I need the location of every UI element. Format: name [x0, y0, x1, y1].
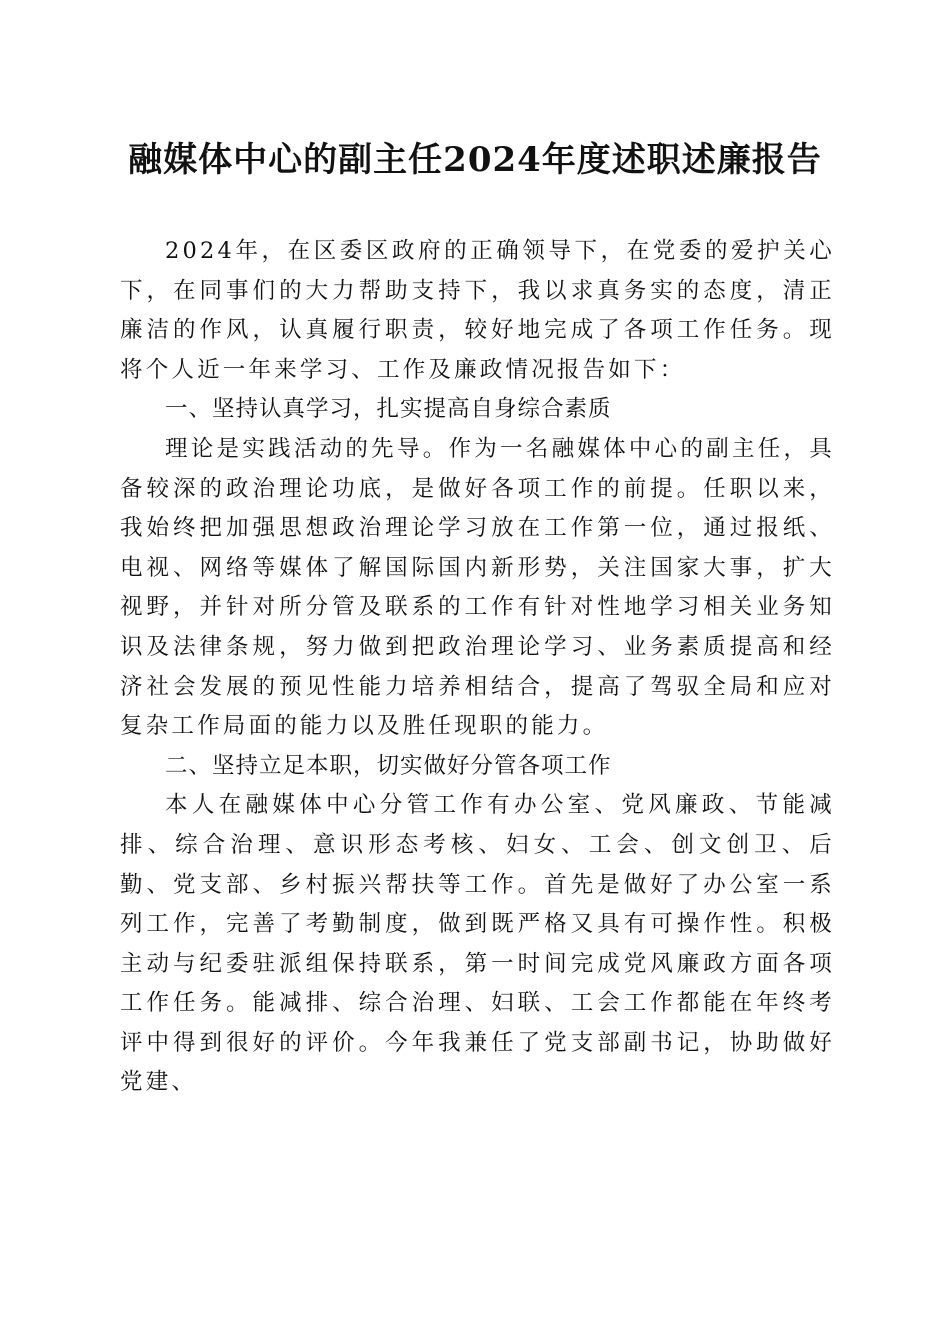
document-body	[120, 232, 835, 1103]
section-1-paragraph: 理论是实践活动的先导。作为一名融媒体中心的副主任，具备较深的政治理论功底，是做好各项工作的前提。任职以来，我始终把加强思想政治理论学习放在工作第一位，通过报纸、电视、网络等媒体了解国际国内新形势，关注国家大事，扩大视野，并针对所分管及联系的工作有针对性地学习相关业务知识及法律条规，努力做到把政治理论学习、业务素质提高和经济社会发展的预见性能力培养相结合，提高了驾驭全局和应对复杂工作局面的能力以及胜任现职的能力。	[120, 435, 835, 740]
intro-paragraph: 2024年，在区委区政府的正确领导下，在党委的爱护关心下，在同事们的大力帮助支持下，我以求真务实的态度，清正廉洁的作风，认真履行职责，较好地完成了各项工作任务。现将个人近一年来学习、工作及廉政情况报告如下：	[120, 238, 835, 383]
document-title: 融媒体中心的副主任2024年度述职述廉报告	[128, 140, 822, 180]
section-2-paragraph: 本人在融媒体中心分管工作有办公室、党风廉政、节能减排、综合治理、意识形态考核、妇女、工会、创文创卫、后勤、党支部、乡村振兴帮扶等工作。首先是做好了办公室一系列工作，完善了考勤制度，做到既严格又具有可操作性。积极主动与纪委驻派组保持联系，第一时间完成党风廉政方面各项工作任务。能减排、综合治理、妇联、工会工作都能在年终考评中得到很好的评价。今年我兼任了党支部副书记，协助做好党建、	[120, 792, 835, 1096]
section-heading-1: 一、坚持认真学习，扎实提高自身综合素质	[165, 396, 612, 423]
section-heading-2: 二、坚持立足本职，切实做好分管各项工作	[165, 752, 612, 779]
